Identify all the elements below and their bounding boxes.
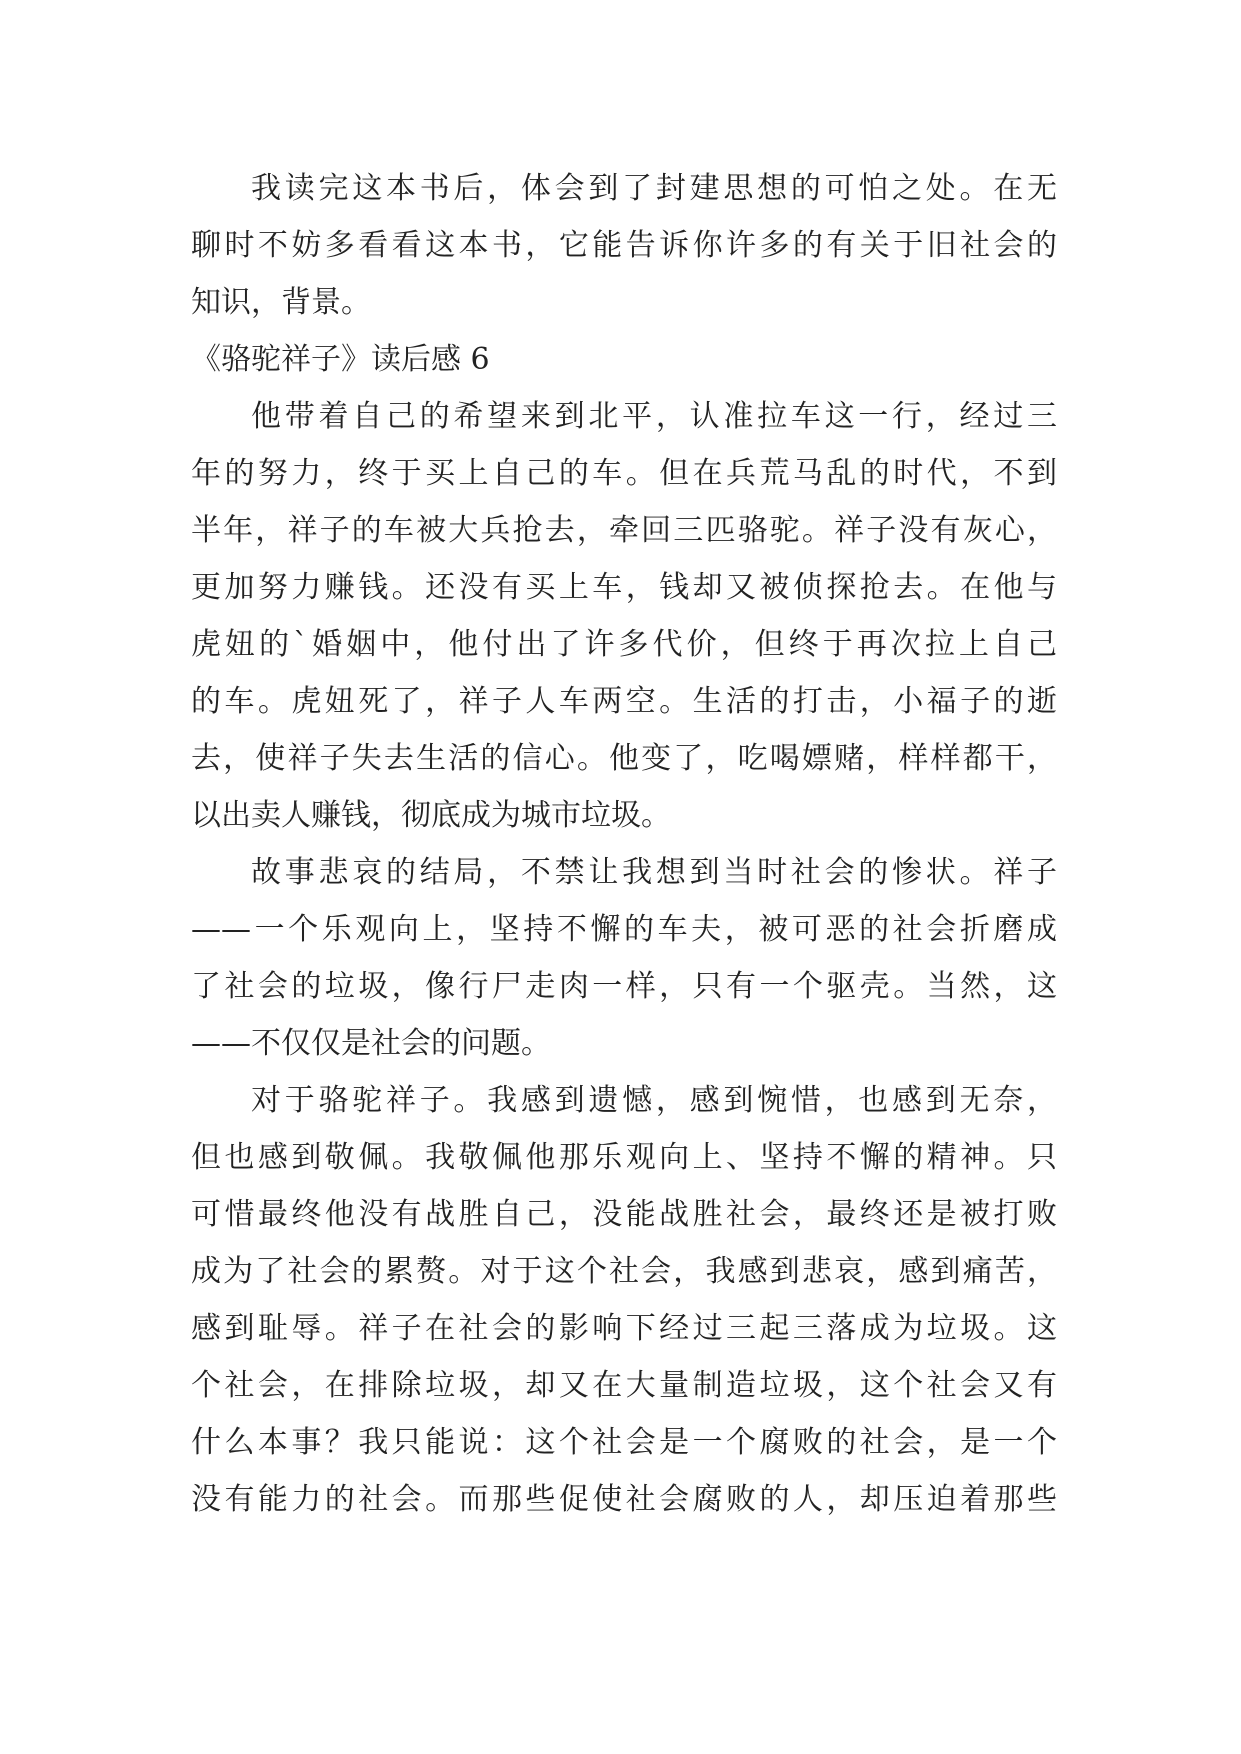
paragraph-line: 我读完这本书后，体会到了封建思想的可怕之处。在无 [251, 171, 1057, 206]
paragraph-line: 年的努力，终于买上自己的车。但在兵荒马乱的时代，不到 [191, 456, 1057, 491]
paragraph-line: 的车。虎妞死了，祥子人车两空。生活的打击，小福子的逝 [191, 684, 1057, 719]
paragraph-line: 更加努力赚钱。还没有买上车，钱却又被侦探抢去。在他与 [191, 570, 1057, 605]
paragraph-line: 没有能力的社会。而那些促使社会腐败的人，却压迫着那些 [191, 1482, 1057, 1517]
paragraph-line: 去，使祥子失去生活的信心。他变了，吃喝嫖赌，样样都干， [191, 741, 1057, 776]
paragraph-line: 感到耻辱。祥子在社会的影响下经过三起三落成为垃圾。这 [191, 1311, 1057, 1346]
paragraph-3 [191, 1072, 1057, 1528]
paragraph-line: ——一个乐观向上，坚持不懈的车夫，被可恶的社会折磨成 [191, 912, 1057, 947]
paragraph-previous [191, 160, 1057, 331]
paragraph-line: 虎妞的`婚姻中，他付出了许多代价，但终于再次拉上自己 [191, 627, 1057, 662]
paragraph-2 [191, 844, 1057, 1072]
paragraph-line: 他带着自己的希望来到北平，认准拉车这一行，经过三 [251, 399, 1057, 434]
essay-heading: 《骆驼祥子》读后感 6 [191, 342, 490, 377]
document-body [191, 160, 1057, 1528]
paragraph-line: 半年，祥子的车被大兵抢去，牵回三匹骆驼。祥子没有灰心， [191, 513, 1057, 548]
paragraph-line: 可惜最终他没有战胜自己，没能战胜社会，最终还是被打败 [191, 1197, 1057, 1232]
paragraph-line: 对于骆驼祥子。我感到遗憾，感到惋惜，也感到无奈， [251, 1083, 1057, 1118]
paragraph-line: ——不仅仅是社会的问题。 [191, 1026, 551, 1061]
paragraph-line: 但也感到敬佩。我敬佩他那乐观向上、坚持不懈的精神。只 [191, 1140, 1057, 1175]
paragraph-line: 聊时不妨多看看这本书，它能告诉你许多的有关于旧社会的 [191, 228, 1057, 263]
paragraph-line: 什么本事？我只能说：这个社会是一个腐败的社会，是一个 [191, 1425, 1057, 1460]
paragraph-line: 以出卖人赚钱，彻底成为城市垃圾。 [191, 798, 671, 833]
paragraph-line: 故事悲哀的结局，不禁让我想到当时社会的惨状。祥子 [251, 855, 1057, 890]
paragraph-line: 成为了社会的累赘。对于这个社会，我感到悲哀，感到痛苦， [191, 1254, 1057, 1289]
paragraph-line: 了社会的垃圾，像行尸走肉一样，只有一个驱壳。当然，这 [191, 969, 1057, 1004]
paragraph-1 [191, 388, 1057, 844]
paragraph-line: 知识，背景。 [191, 285, 371, 320]
paragraph-line: 个社会，在排除垃圾，却又在大量制造垃圾，这个社会又有 [191, 1368, 1057, 1403]
